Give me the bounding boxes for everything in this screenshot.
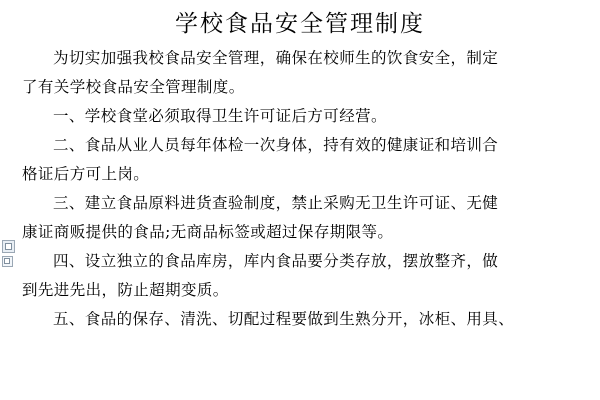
paragraph-item-3-continued: 康证商贩提供的食品;无商品标签或超过保存期限等。 — [22, 223, 394, 241]
margin-widgets — [0, 240, 16, 270]
margin-gutter-strip — [32, 255, 36, 281]
paragraph-item-2: 二、食品从业人员每年体检一次身体，持有效的健康证和培训合 — [53, 136, 499, 154]
paragraph-item-4-continued: 到先进先出，防止超期变质。 — [22, 281, 229, 299]
document-mark-icon[interactable] — [2, 240, 15, 253]
page-title: 学校食品安全管理制度 — [175, 11, 425, 37]
paragraph-item-4: 四、设立独立的食品库房，库内食品要分类存放，摆放整齐，做 — [53, 252, 499, 270]
paragraph-intro: 为切实加强我校食品安全管理，确保在校师生的饮食安全，制定 — [53, 49, 499, 67]
paragraph-item-2-continued: 格证后方可上岗。 — [22, 165, 150, 183]
paragraph-item-1: 一、学校食堂必须取得卫生许可证后方可经营。 — [53, 107, 387, 125]
paragraph-intro-continued: 了有关学校食品安全管理制度。 — [22, 78, 245, 96]
paragraph-item-5: 五、食品的保存、清洗、切配过程要做到生熟分开，冰柜、用具、 — [53, 310, 515, 328]
paragraph-item-3: 三、建立食品原料进货查验制度，禁止采购无卫生许可证、无健 — [53, 194, 499, 212]
document-mark-small-icon[interactable] — [2, 256, 13, 267]
